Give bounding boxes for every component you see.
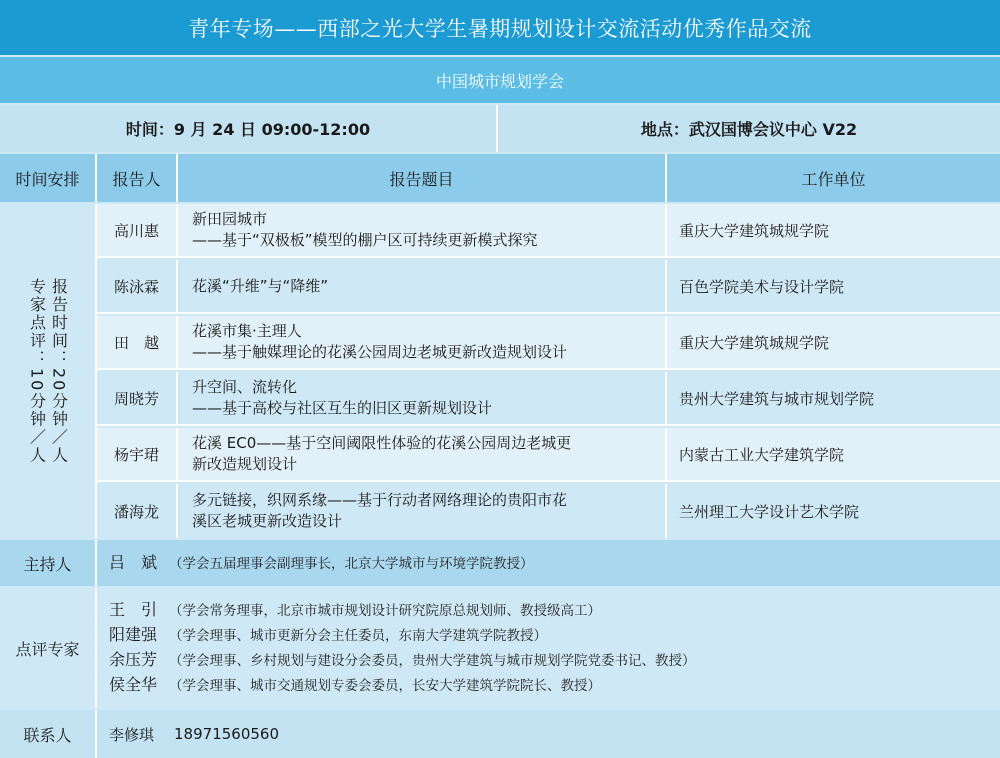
- expert-list: [109, 599, 696, 697]
- host-name: 吕 斌: [109, 552, 158, 572]
- expert-name: 侯全华: [109, 675, 158, 694]
- report-topic: [178, 372, 667, 424]
- speaker-affiliation: 重庆大学建筑城规学院: [679, 333, 830, 352]
- column-header-topic: 报告题目: [178, 154, 667, 202]
- list-item: [109, 649, 696, 672]
- host-row: [0, 540, 1000, 586]
- table-row: [97, 372, 1000, 426]
- topic-line-2: 新改造规划设计: [192, 455, 298, 473]
- experts-row: [0, 588, 1000, 708]
- column-header-affiliation: 工作单位: [801, 169, 866, 189]
- report-topic: [178, 484, 667, 538]
- topic-line-1: 花溪 EC0——基于空间阈限性体验的花溪公园周边老城更: [192, 434, 572, 452]
- schedule-note: 报告时间：20分钟／人 专家点评：10分钟／人: [27, 277, 69, 465]
- topic-line-2: 溪区老城更新改造设计: [192, 512, 343, 530]
- topic-line-1: 升空间、流转化: [192, 378, 298, 396]
- contact-content: [97, 710, 1000, 758]
- expert-title: （学会理事、城市交通规划专委会委员，长安大学建筑学院院长、教授）: [169, 678, 601, 694]
- schedule-cell: [0, 204, 97, 538]
- contact-name: 李修琪: [109, 725, 155, 744]
- table-row: [97, 316, 1000, 370]
- table-header: [0, 154, 1000, 202]
- table-row: [97, 204, 1000, 258]
- speaker-name: 杨宇珺: [97, 428, 178, 480]
- report-topic: [178, 316, 667, 368]
- contact-row: [0, 710, 1000, 758]
- topic-line-1: 花溪市集·主理人: [192, 322, 302, 340]
- page-title: 青年专场——西部之光大学生暑期规划设计交流活动优秀作品交流: [0, 0, 1000, 55]
- table-row: [97, 484, 1000, 538]
- expert-name: 王 引: [109, 600, 158, 619]
- column-header-schedule: 时间安排: [0, 154, 97, 202]
- table-row: [97, 260, 1000, 314]
- contact-phone: 18971560560: [174, 725, 279, 743]
- speaker-affiliation: 内蒙古工业大学建筑学院: [679, 445, 845, 464]
- topic-line-1: 新田园城市: [192, 210, 268, 228]
- session-time: 时间：9 月 24 日 09:00-12:00: [0, 105, 498, 152]
- report-topic: [178, 260, 667, 312]
- column-header-speaker: 报告人: [97, 154, 178, 202]
- report-topic: [178, 428, 667, 480]
- speaker-name: 周晓芳: [97, 372, 178, 424]
- speaker-affiliation: 兰州理工大学设计艺术学院: [679, 502, 860, 521]
- organizer-name: 中国城市规划学会: [0, 57, 1000, 103]
- list-item: [109, 674, 696, 697]
- topic-line-2: ——基于触媒理论的花溪公园周边老城更新改造规划设计: [192, 343, 568, 361]
- host-content: [97, 540, 1000, 586]
- host-title: （学会五届理事会副理事长，北京大学城市与环境学院教授）: [169, 555, 534, 572]
- speaker-name: 高川惠: [97, 204, 178, 256]
- topic-line-2: ——基于“双极板”模型的棚户区可持续更新模式探究: [192, 231, 538, 249]
- report-topic: [178, 204, 667, 256]
- expert-title: （学会理事、城市更新分会主任委员，东南大学建筑学院教授）: [169, 628, 547, 644]
- topic-line-1: 花溪“升维”与“降维”: [192, 276, 329, 295]
- speaker-affiliation: 重庆大学建筑城规学院: [679, 221, 830, 240]
- meta-row: [0, 105, 1000, 152]
- expert-title: （学会常务理事，北京市城市规划设计研究院原总规划师、教授级高工）: [169, 603, 601, 619]
- list-item: [109, 599, 696, 622]
- list-item: [109, 624, 696, 647]
- expert-name: 余压芳: [109, 650, 158, 669]
- expert-name: 阳建强: [109, 625, 158, 644]
- speaker-name: 陈泳霖: [97, 260, 178, 312]
- topic-line-2: ——基于高校与社区互生的旧区更新规划设计: [192, 399, 493, 417]
- session-place: 地点：武汉国博会议中心 V22: [640, 120, 858, 139]
- experts-content: [97, 588, 1000, 708]
- speaker-name: 田 越: [97, 316, 178, 368]
- report-table-body: [0, 204, 1000, 538]
- experts-label: 点评专家: [0, 588, 97, 708]
- topic-line-1: 多元链接，织网系缘——基于行动者网络理论的贵阳市花: [192, 491, 568, 509]
- speaker-affiliation: 贵州大学建筑与城市规划学院: [679, 389, 875, 408]
- expert-title: （学会理事、乡村规划与建设分会委员，贵州大学建筑与城市规划学院党委书记、教授）: [169, 653, 696, 669]
- report-rows: [97, 204, 1000, 538]
- speaker-name: 潘海龙: [97, 484, 178, 538]
- contact-label: 联系人: [0, 710, 97, 758]
- speaker-affiliation: 百色学院美术与设计学院: [679, 277, 845, 296]
- host-label: 主持人: [0, 540, 97, 586]
- table-row: [97, 428, 1000, 482]
